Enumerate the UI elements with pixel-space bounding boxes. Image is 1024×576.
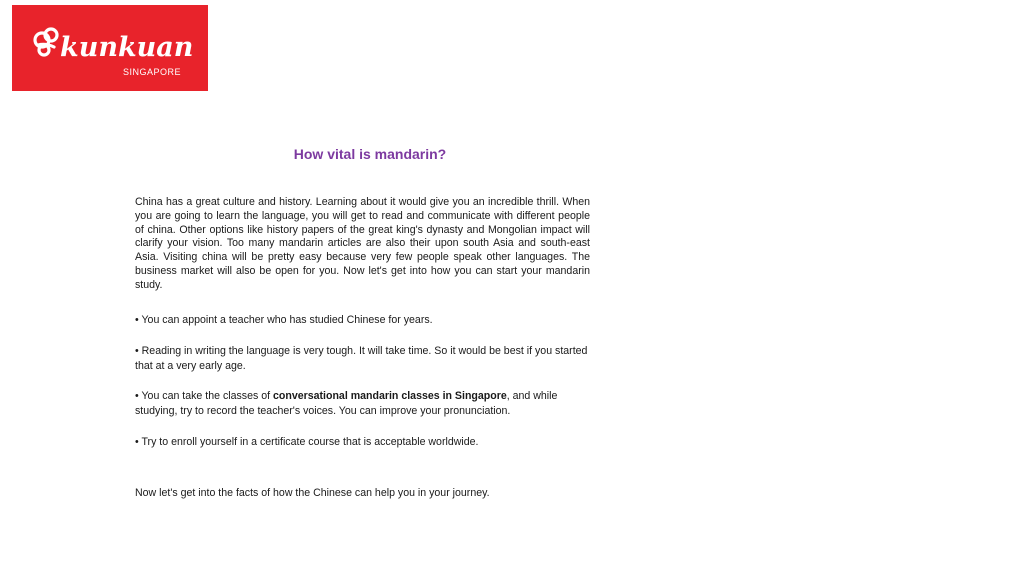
intro-paragraph: China has a great culture and history. Learning about it would give you an incredible thrill. When you are going to learn the language, you will get to read and communicate with different people of china. Other options like history papers of the great king's dynasty and Mongolian impact will clarify your vision. Too many mandarin articles are also their upon south Asia and south-east Asia. Visiting china will be pretty easy because very few people speak other languages. The business market will also be open for you. Now let's get into how you can start your mandarin study. xyxy=(135,196,590,291)
bullet-text-before: • You can take the classes of xyxy=(135,390,273,402)
brand-subtitle: SINGAPORE xyxy=(123,67,182,77)
article-title: How vital is mandarin? xyxy=(293,146,447,162)
closing-paragraph: Now let's get into the facts of how the Chinese can help you in your journey. xyxy=(135,487,490,499)
logo-graphic xyxy=(12,5,208,91)
bullet-item xyxy=(135,389,590,419)
brand-name: kunkuan xyxy=(60,32,194,63)
bullet-item: • Try to enroll yourself in a certificate course that is acceptable worldwide. xyxy=(135,436,479,448)
mandarin-classes-link[interactable]: conversational mandarin classes in Singapore xyxy=(273,390,507,402)
bullet-item: • You can appoint a teacher who has studied Chinese for years. xyxy=(135,314,433,326)
bullet-item: • Reading in writing the language is very tough. It will take time. So it would be best if you started that at a very early age. xyxy=(135,345,588,372)
bullet-text-after: , and while studying, try to record the teacher's voices. You can improve your pronunciation. xyxy=(135,390,558,417)
brand-logo xyxy=(12,5,208,91)
knot-icon xyxy=(35,29,57,55)
